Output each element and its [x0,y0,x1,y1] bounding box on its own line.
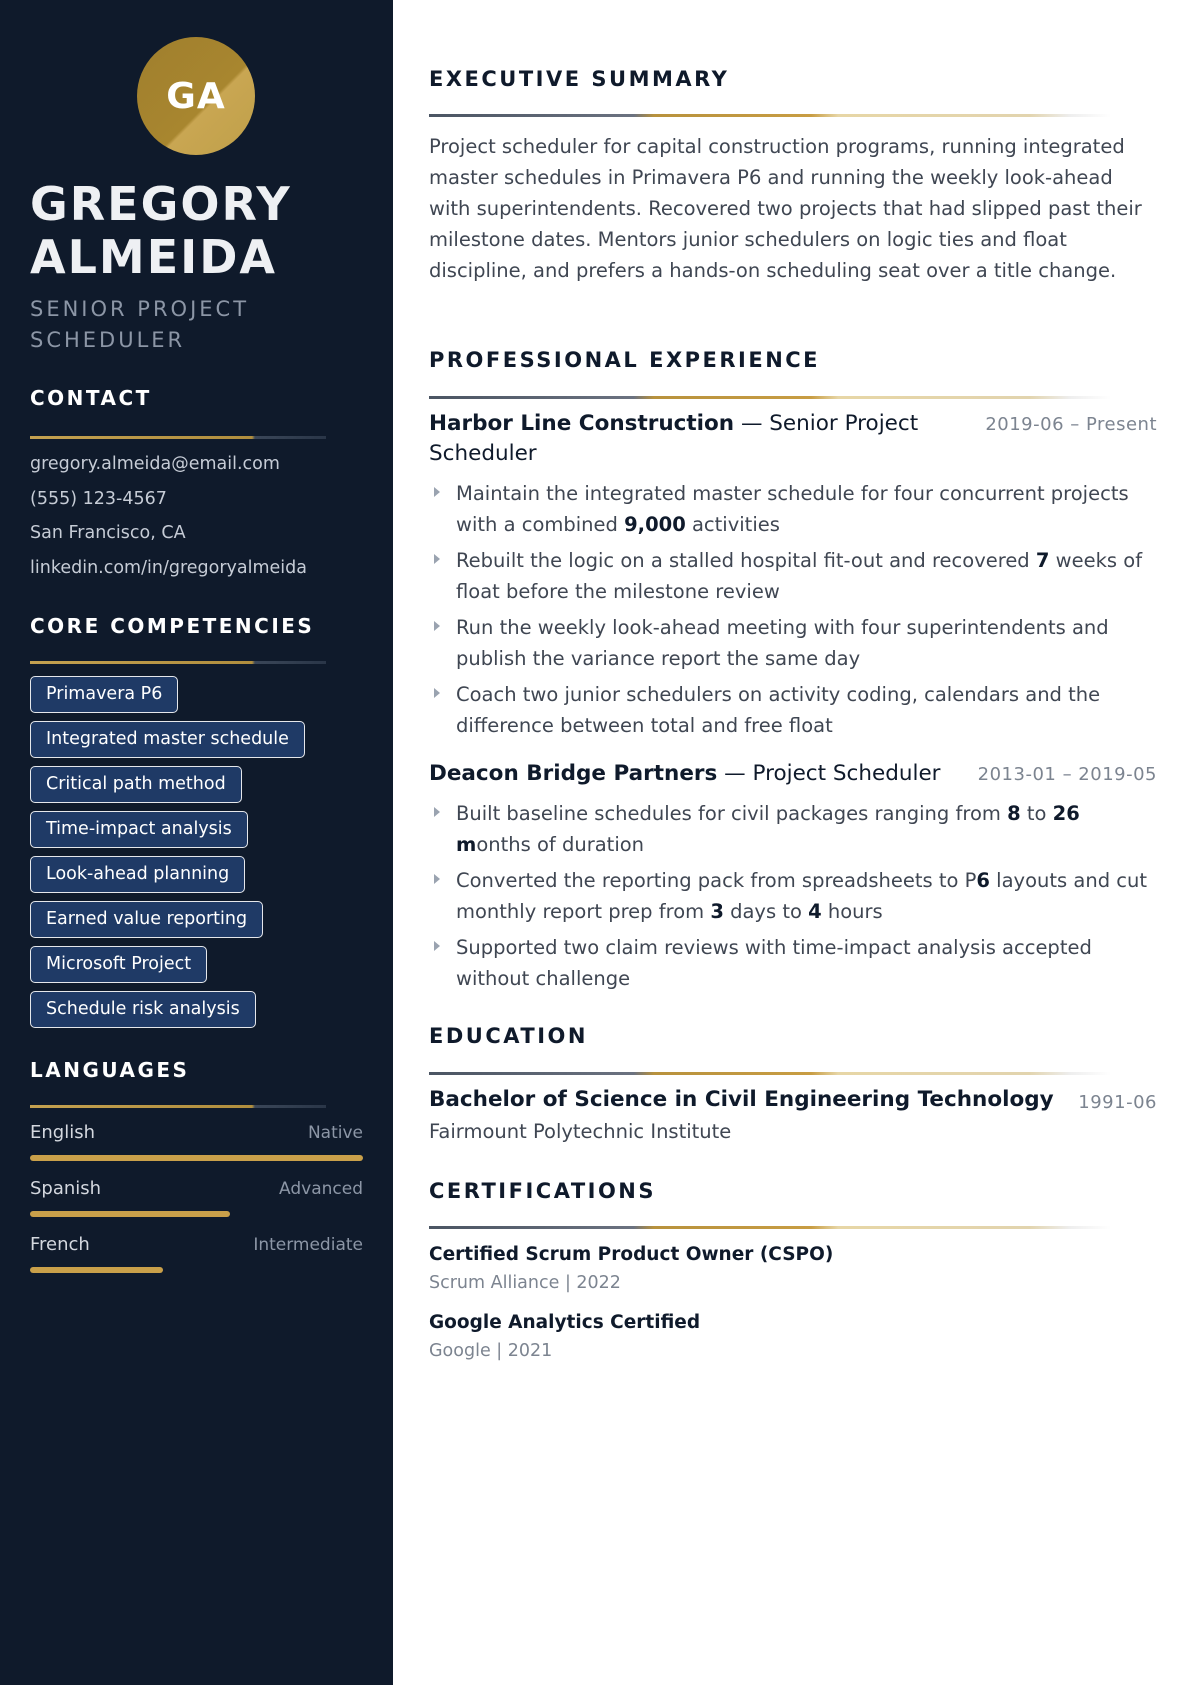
certification-name: Certified Scrum Product Owner (CSPO) [429,1244,834,1265]
job-bullets-deacon-bridge [429,798,1157,999]
education-heading: EDUCATION [429,1024,588,1048]
language-level-french: Intermediate [253,1235,363,1255]
language-name-spanish: Spanish [30,1178,102,1199]
competency-list [30,676,375,1036]
language-bar-english [30,1155,363,1161]
avatar [137,37,255,155]
experience-heading: PROFESSIONAL EXPERIENCE [429,348,821,372]
competency-chip: Look-ahead planning [30,856,245,893]
education-degree: Bachelor of Science in Civil Engineering Technology [429,1087,1054,1112]
summary-rule [429,114,1111,117]
bullet-metric: 7 [1035,549,1050,572]
job-bullet: Supported two claim reviews with time-impact analysis accepted without challenge [429,932,1157,994]
bullet-metric: m [456,833,477,856]
bullet-triangle-icon [434,941,440,951]
sidebar [0,0,393,1685]
contact-location: San Francisco, CA [30,523,186,543]
job-bullet: Converted the reporting pack from spreadsheets to P6 layouts and cut monthly report prep from 3 days to 4 hours [429,865,1157,927]
competencies-heading: CORE COMPETENCIES [30,614,315,638]
bullet-triangle-icon [434,621,440,631]
bullet-triangle-icon [434,874,440,884]
avatar-initials: GA [166,75,226,117]
contact-rule [30,436,326,439]
competencies-rule [30,661,326,664]
job-role: Senior Project Scheduler [429,411,919,466]
language-level-english: Native [307,1123,363,1143]
certifications-heading: CERTIFICATIONS [429,1179,657,1203]
experience-rule [429,396,1111,399]
certification-meta: Scrum Alliance | 2022 [429,1273,621,1293]
contact-phone[interactable]: (555) 123-4567 [30,489,167,509]
job-dates-harbor-line: 2019-06 – Present [985,414,1157,435]
languages-heading: LANGUAGES [30,1058,190,1082]
competency-chip: Microsoft Project [30,946,207,983]
name-line-first: GREGORY [30,177,292,231]
job-company: Harbor Line Construction [429,411,735,436]
job-role: Project Scheduler [752,761,941,786]
language-bar-french [30,1267,163,1273]
role-line-2: SCHEDULER [30,328,186,352]
bullet-metric: 9,000 [624,513,686,536]
certifications-rule [429,1226,1111,1229]
certification-meta: Google | 2021 [429,1341,553,1361]
competency-chip: Time-impact analysis [30,811,248,848]
education-date: 1991-06 [1078,1092,1157,1113]
education-rule [429,1072,1111,1075]
job-bullets-harbor-line [429,478,1157,746]
competency-chip: Primavera P6 [30,676,178,713]
job-company: Deacon Bridge Partners [429,761,718,786]
competency-chip: Earned value reporting [30,901,263,938]
name-line-last: ALMEIDA [30,230,278,284]
job-separator: — [734,411,770,436]
contact-linkedin[interactable]: linkedin.com/in/gregoryalmeida [30,558,307,578]
bullet-triangle-icon [434,554,440,564]
job-bullet: Rebuilt the logic on a stalled hospital fit-out and recovered 7 weeks of float before the milestone review [429,545,1157,607]
bullet-triangle-icon [434,688,440,698]
competency-chip: Integrated master schedule [30,721,305,758]
summary-text: Project scheduler for capital construction programs, running integrated master schedules in Primavera P6 and running the weekly look-ahead with superintendents. Recovered two projects that had slipped past their milestone dates. Mentors junior schedulers on logic ties and float discipline, and prefers a hands-on scheduling seat over a title change. [429,135,1142,282]
job-title-harbor-line [429,409,949,469]
job-bullet: Maintain the integrated master schedule for four concurrent projects with a combined 9,000 activities [429,478,1157,540]
job-bullet: Coach two junior schedulers on activity coding, calendars and the difference between total and free float [429,679,1157,741]
job-dates-deacon-bridge: 2013-01 – 2019-05 [977,764,1157,785]
education-school: Fairmount Polytechnic Institute [429,1120,732,1143]
candidate-role [30,294,375,356]
contact-heading: CONTACT [30,386,152,410]
language-level-spanish: Advanced [279,1179,363,1199]
bullet-metric: 6 [976,869,990,892]
bullet-metric: 3 [710,900,724,923]
bullet-metric: 8 [1007,802,1021,825]
bullet-triangle-icon [434,487,440,497]
bullet-metric: 4 [808,900,822,923]
language-name-french: French [30,1234,90,1255]
competency-chip: Schedule risk analysis [30,991,256,1028]
language-name-english: English [30,1122,95,1143]
language-bar-spanish [30,1211,230,1217]
job-bullet: Run the weekly look-ahead meeting with four superintendents and publish the variance report the same day [429,612,1157,674]
bullet-triangle-icon [434,807,440,817]
contact-email[interactable]: gregory.almeida@email.com [30,454,280,474]
languages-rule [30,1105,326,1108]
certification-name: Google Analytics Certified [429,1312,701,1333]
role-line-1: SENIOR PROJECT [30,297,250,321]
job-title-deacon-bridge [429,759,989,789]
candidate-name [30,178,375,284]
job-separator: — [717,761,753,786]
bullet-metric: 26 [1052,802,1080,825]
competency-chip: Critical path method [30,766,242,803]
job-bullet: Built baseline schedules for civil packages ranging from 8 to 26 months of duration [429,798,1157,860]
summary-heading: EXECUTIVE SUMMARY [429,67,730,91]
